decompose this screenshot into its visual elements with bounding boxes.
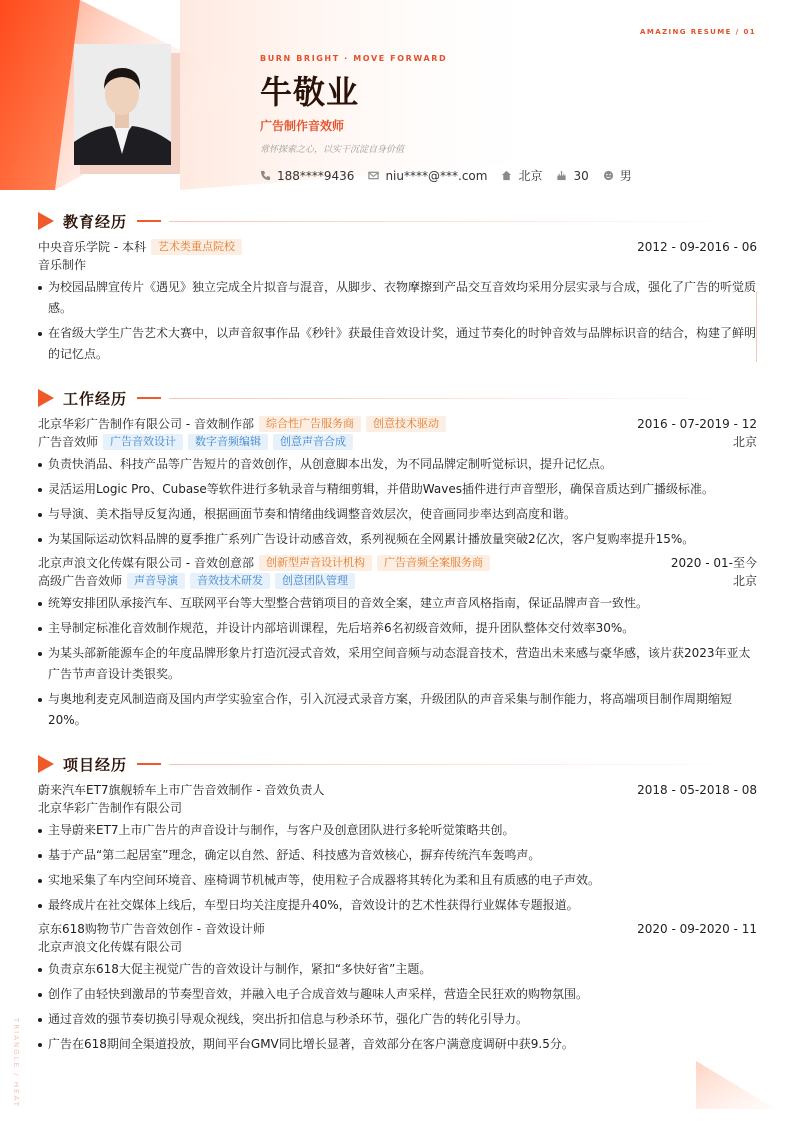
phone-icon [260, 170, 271, 181]
project-title: 京东618购物节广告音效创作 - 音效设计师 [38, 922, 265, 936]
list-item: 为某头部新能源车企的年度品牌形象片打造沉浸式音效，采用空间音频与动态混音技术，营造出未来感与豪华感，该片获2023年亚太广告节声音设计类银奖。 [38, 643, 757, 685]
job-position: 高级广告音效师 [38, 574, 123, 588]
skill-tag: 声音导演 [127, 573, 185, 589]
list-item: 最终成片在社交媒体上线后，车型日均关注度提升40%，音效设计的艺术性获得行业媒体专题报道。 [38, 895, 757, 916]
list-item: 基于产品“第二起居室”理念，确定以自然、舒适、科技感为音效核心，摒弃传统汽车轰鸣声。 [38, 845, 757, 866]
city-value: 北京 [518, 169, 543, 183]
list-item: 实地采集了车内空间环境音、座椅调节机械声等，使用粒子合成器将其转化为柔和且有质感的电子声效。 [38, 870, 757, 891]
job-position-row [38, 433, 757, 451]
list-item: 主导制定标准化音效制作规范，并设计内部培训课程，先后培养6名初级音效师，提升团队整体交付效率30%。 [38, 618, 757, 639]
home-icon [501, 170, 512, 181]
resume-body [38, 210, 757, 1059]
contact-gender [603, 167, 632, 184]
company-name: 北京华彩广告制作有限公司 - 音效制作部 [38, 417, 254, 431]
project-bullets [38, 820, 757, 916]
major: 音乐制作 [38, 258, 87, 272]
project-header [38, 781, 757, 799]
project-org: 北京华彩广告制作有限公司 [38, 801, 183, 815]
education-header [38, 238, 757, 256]
contact-age [556, 169, 588, 183]
school-name: 中央音乐学院 - 本科 [38, 240, 146, 254]
header-info [260, 54, 646, 184]
list-item: 广告在618期间全渠道投放，期间平台GMV同比增长显著，音效部分在客户满意度调研中获9.5分。 [38, 1034, 757, 1055]
education-period: 2012 - 09-2016 - 06 [637, 240, 757, 254]
project-org-row [38, 799, 757, 817]
project-period: 2018 - 05-2018 - 08 [637, 783, 757, 797]
skill-tag: 创意团队管理 [275, 573, 355, 589]
phone-value: 188****9436 [277, 168, 355, 183]
list-item: 为校园品牌宣传片《遇见》独立完成全片拟音与混音，从脚步、衣物摩擦到产品交互音效均采用分层实录与合成，强化了广告的听觉质感。 [38, 277, 757, 319]
company-tag: 广告音频全案服务商 [377, 555, 490, 571]
gender-value: 男 [619, 169, 632, 183]
list-item: 创作了由轻快到激昂的节奏型音效，并融入电子合成音效与趣味人声采样，营造全民狂欢的购物氛围。 [38, 984, 757, 1005]
gender-icon [603, 170, 614, 181]
motto: BURN BRIGHT · MOVE FORWARD [260, 54, 448, 63]
job-position-row [38, 572, 757, 590]
company-tag: 综合性广告服务商 [259, 416, 361, 432]
list-item: 与导演、美术指导反复沟通，根据画面节奏和情绪曲线调整音效层次，使音画同步率达到高度和谐。 [38, 504, 757, 525]
avatar [74, 44, 171, 165]
list-item: 为某国际运动饮料品牌的夏季推广系列广告设计动感音效，系列视频在全网累计播放量突破2亿次，客户复购率提升15%。 [38, 529, 757, 550]
project-header [38, 920, 757, 938]
candidate-name: 牛敬业 [260, 73, 360, 111]
mail-icon [368, 170, 379, 181]
list-item: 负责快消品、科技产品等广告短片的音效创作，从创意脚本出发，为不同品牌定制听觉标识，提升记忆点。 [38, 454, 757, 475]
project-bullets [38, 959, 757, 1055]
contact-email [368, 169, 487, 183]
skill-tag: 创意声音合成 [273, 434, 353, 450]
slogan: 常怀探索之心，以实干沉淀自身价值 [260, 145, 405, 155]
job-bullets [38, 454, 757, 550]
list-item: 负责京东618大促主视觉广告的音效设计与制作，紧扣“多快好省”主题。 [38, 959, 757, 980]
list-item: 通过音效的强节奏切换引导观众视线，突出折扣信息与秒杀环节，强化广告的转化引导力。 [38, 1009, 757, 1030]
target-role: 广告制作音效师 [260, 119, 345, 133]
project-period: 2020 - 09-2020 - 11 [637, 922, 757, 936]
job-city: 北京 [732, 574, 757, 588]
skill-tag: 数字音频编辑 [188, 434, 268, 450]
list-item: 与奥地利麦克风制造商及国内声学实验室合作，引入沉浸式录音方案，升级团队的声音采集与制作能力，将高端项目制作周期缩短20%。 [38, 689, 757, 731]
project-org: 北京声浪文化传媒有限公司 [38, 940, 183, 954]
side-decoration-text: TRIANGLE / HEAT [12, 1018, 20, 1108]
education-bullets [38, 277, 757, 365]
list-item: 统筹安排团队承接汽车、互联网平台等大型整合营销项目的音效全案，建立声音风格指南，保证品牌声音一致性。 [38, 593, 757, 614]
job-bullets [38, 593, 757, 731]
cake-icon [556, 170, 567, 181]
triangle-icon [38, 755, 54, 773]
project-org-row [38, 938, 757, 956]
job-position: 广告音效师 [38, 435, 99, 449]
section-title-work: 工作经历 [38, 387, 757, 409]
contact-phone [260, 169, 354, 183]
school-tag: 艺术类重点院校 [151, 239, 242, 255]
triangle-icon [38, 212, 54, 230]
education-major-row [38, 256, 757, 274]
triangle-icon [38, 389, 54, 407]
skill-tag: 音效技术研发 [190, 573, 270, 589]
footer-decoration [696, 1061, 776, 1111]
company-tag: 创新型声音设计机构 [259, 555, 372, 571]
job-city: 北京 [732, 435, 757, 449]
skill-tag: 广告音效设计 [103, 434, 183, 450]
resume-tag: AMAZING RESUME / 01 [640, 28, 756, 36]
project-title: 蔚来汽车ET7旗舰轿车上市广告音效制作 - 音效负责人 [38, 783, 325, 797]
contact-city [501, 167, 542, 184]
job-period: 2016 - 07-2019 - 12 [637, 417, 757, 431]
list-item: 主导蔚来ET7上市广告片的声音设计与制作，与客户及创意团队进行多轮听觉策略共创。 [38, 820, 757, 841]
email-value: niu****@***.com [385, 168, 488, 183]
section-title-education: 教育经历 [38, 210, 757, 232]
job-header [38, 554, 757, 572]
list-item: 灵活运用Logic Pro、Cubase等软件进行多轨录音与精细剪辑，并借助Waves插件进行声音塑形，确保音质达到广播级标准。 [38, 479, 757, 500]
company-name: 北京声浪文化传媒有限公司 - 音效创意部 [38, 556, 254, 570]
contact-list [260, 167, 646, 184]
job-header [38, 415, 757, 433]
section-title-projects: 项目经历 [38, 753, 757, 775]
company-tag: 创意技术驱动 [366, 416, 446, 432]
age-value: 30 [573, 168, 589, 183]
list-item: 在省级大学生广告艺术大赛中，以声音叙事作品《秒针》获最佳音效设计奖，通过节奏化的时钟音效与品牌标识音的结合，构建了鲜明的记忆点。 [38, 323, 757, 365]
job-period: 2020 - 01-至今 [670, 556, 757, 570]
